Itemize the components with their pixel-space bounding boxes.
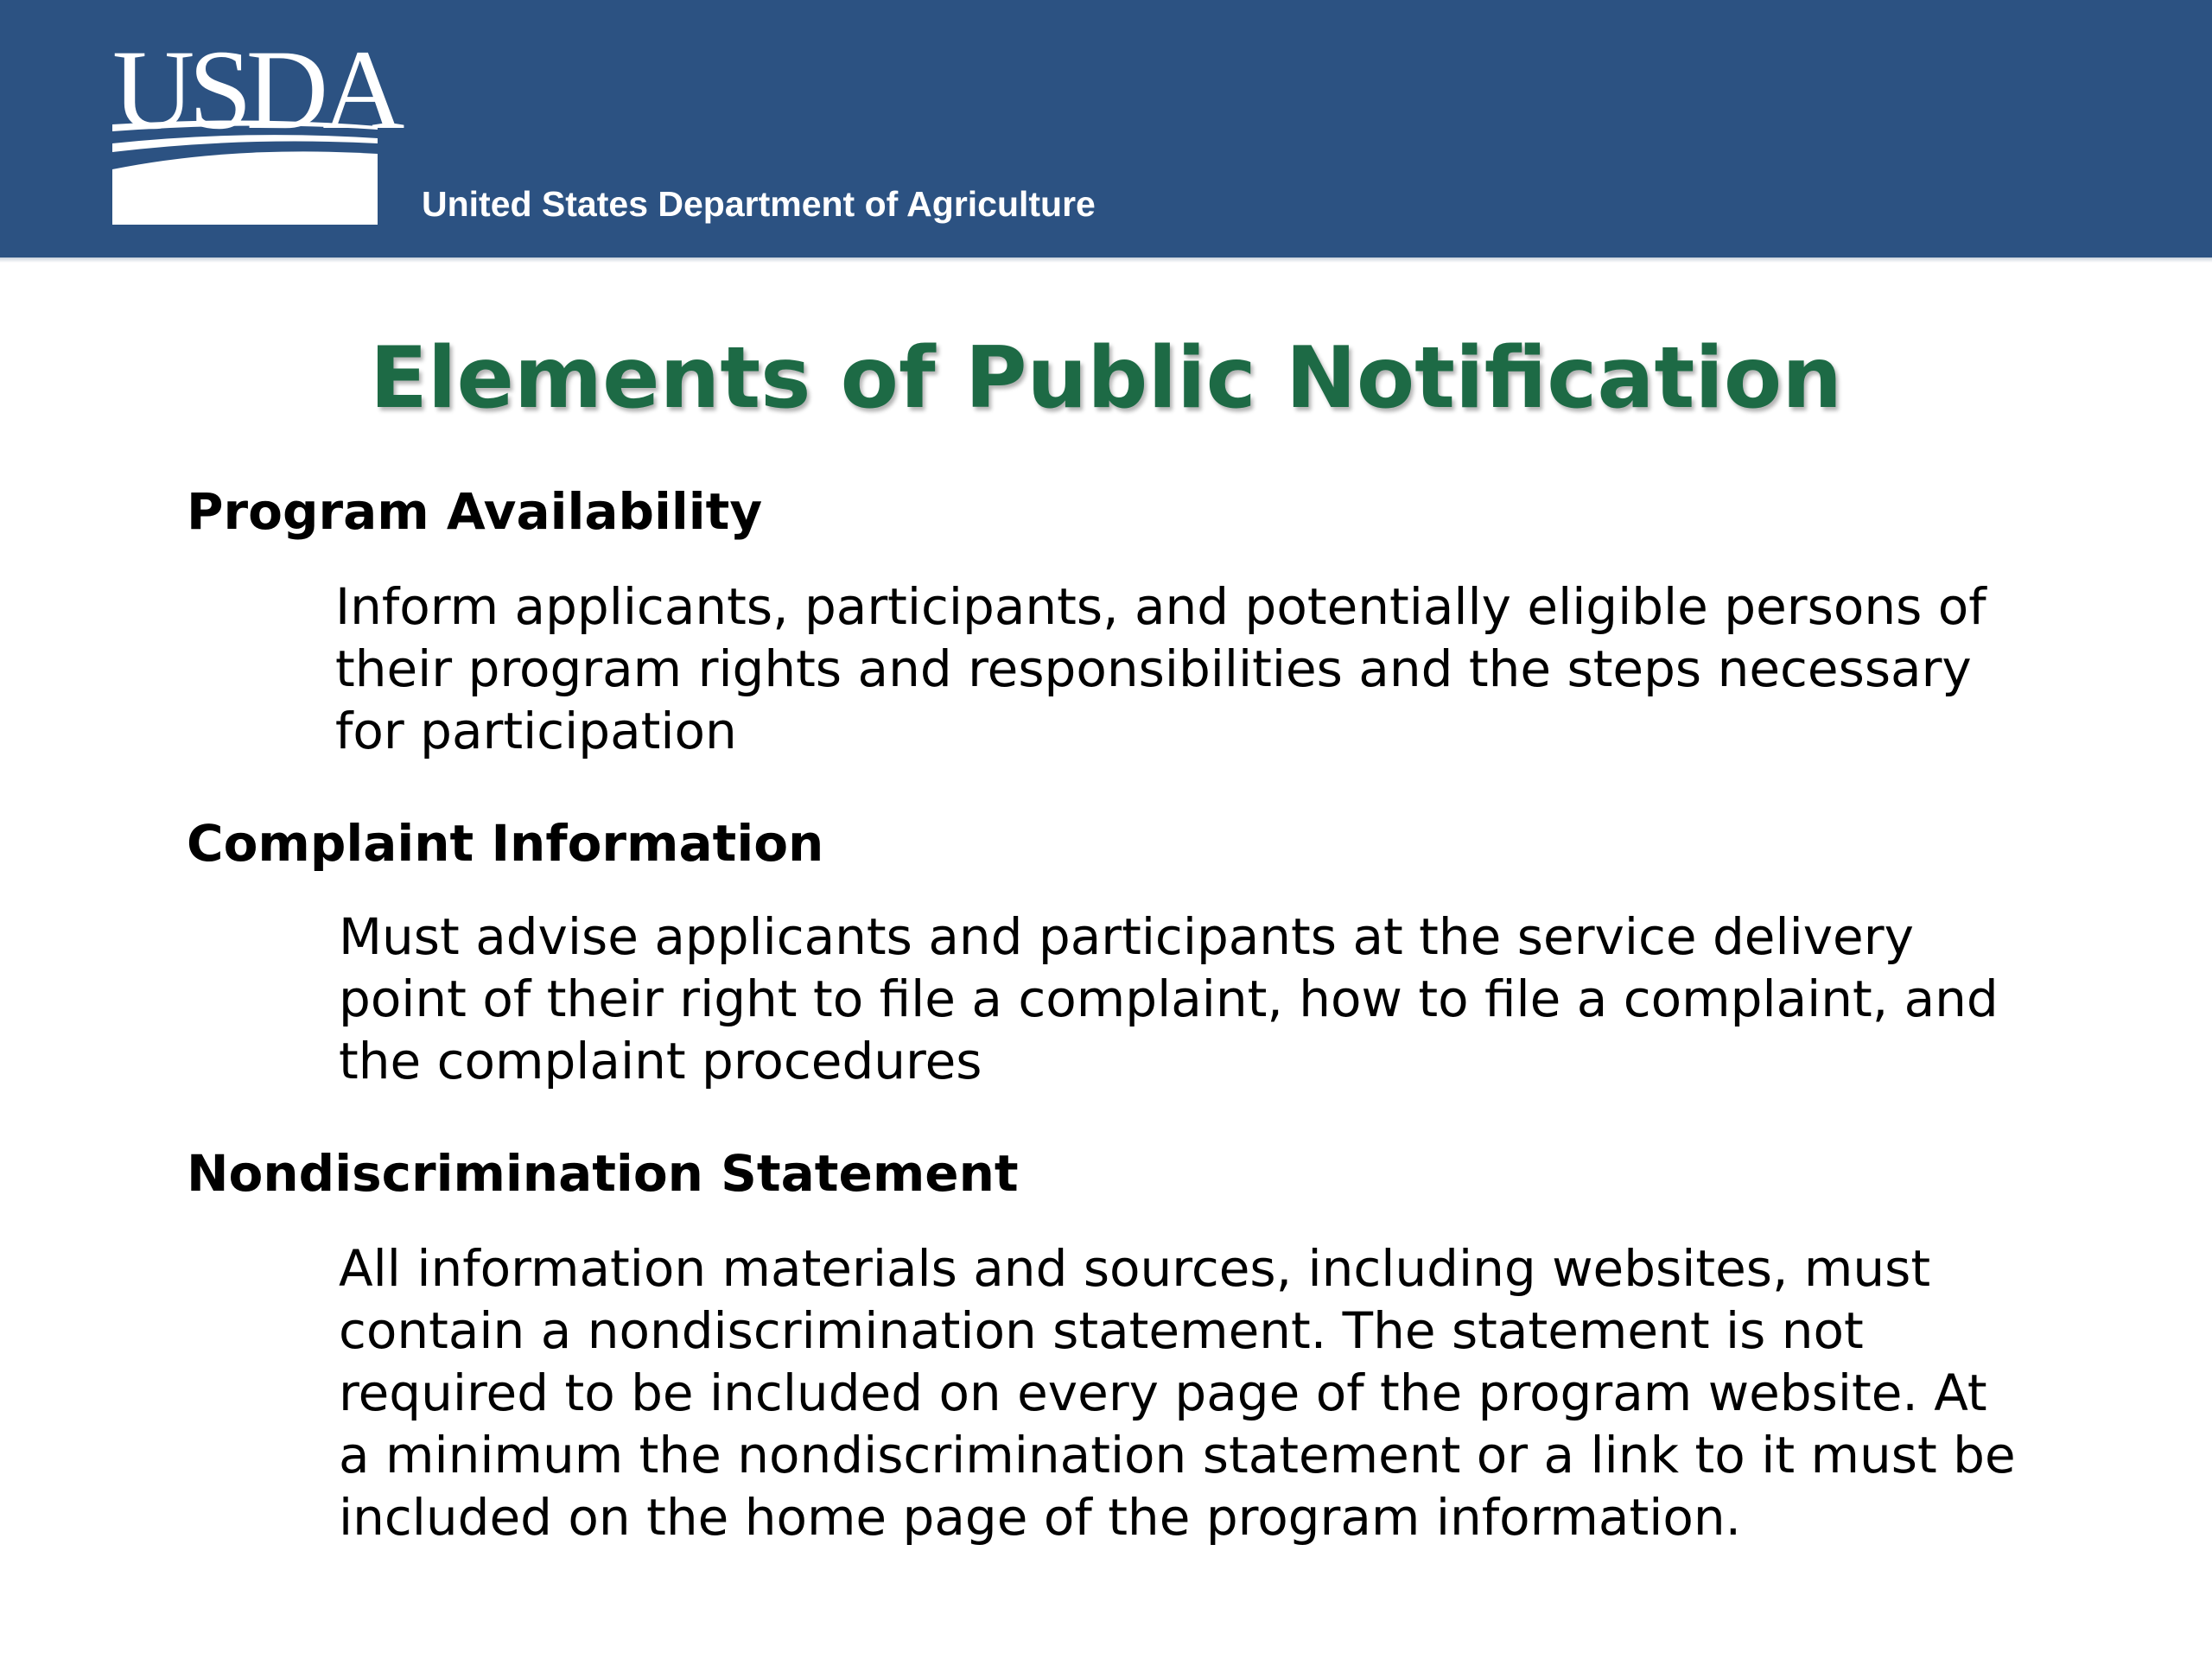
header-banner [0,0,2212,257]
section-body-complaint-information: Must advise applicants and participants at the service delivery point of their right to file a complaint, how to file a complaint, and the complaint procedures [339,907,1999,1090]
usda-logo [112,26,399,225]
slide-title: Elements of Public Notification [369,329,1843,428]
section-heading-nondiscrimination-statement: Nondiscrimination Statement [187,1144,1019,1203]
agency-name: United States Department of Agriculture [422,184,1096,224]
section-body-nondiscrimination-statement: All information materials and sources, including websites, must contain a nondiscrimination statement. The statement is not required to be included on every page of the program website. At a minimum the nondiscrimination statement or a link to it must be included on the home page of the program information. [339,1239,2016,1547]
usda-logo-field-icon [112,119,389,225]
section-heading-program-availability: Program Availability [187,482,763,541]
section-heading-complaint-information: Complaint Information [187,814,824,873]
section-body-program-availability: Inform applicants, participants, and potentially eligible persons of their program rights and responsibilities and the steps necessary for participation [335,577,1986,760]
usda-logo-wordmark: USDA [112,26,399,153]
banner-divider [0,257,2212,263]
